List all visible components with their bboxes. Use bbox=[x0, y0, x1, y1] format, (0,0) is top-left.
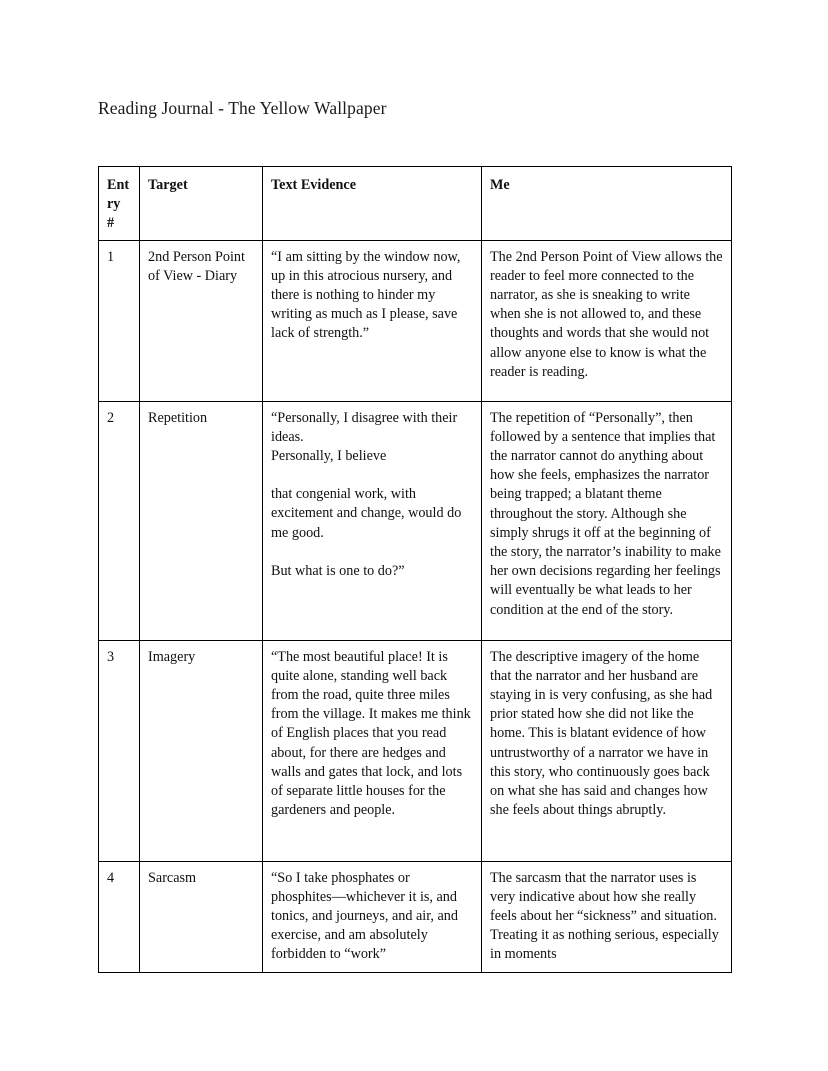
cell-target: 2nd Person Point of View - Diary bbox=[140, 240, 263, 401]
column-header-target: Target bbox=[140, 167, 263, 241]
column-header-me: Me bbox=[482, 167, 732, 241]
column-header-entry: Ent ry # bbox=[99, 167, 140, 241]
evidence-paragraph: that congenial work, with excitement and change, would do me good. bbox=[271, 486, 462, 541]
cell-target: Repetition bbox=[140, 401, 263, 640]
cell-text-evidence bbox=[263, 401, 482, 640]
cell-me: The descriptive imagery of the home that the narrator and her husband are staying in is very confusing, as she had prior stated how she did not like the home. This is blatant evidence of how untrustworthy of a narrator we have in this story, who continuously goes back on what she has said and changes how she feels about things abruptly. bbox=[482, 640, 732, 861]
table-row bbox=[99, 640, 732, 861]
cell-entry-number: 1 bbox=[99, 240, 140, 401]
cell-text-evidence bbox=[263, 640, 482, 861]
evidence-paragraph: “Personally, I disagree with their ideas. bbox=[271, 409, 458, 445]
cell-target: Sarcasm bbox=[140, 861, 263, 972]
evidence-paragraph: “The most beautiful place! It is quite alone, standing well back from the road, quite three miles from the village. It makes me think of English places that you read about, for there are hedges and walls and gates that lock, and lots of separate little houses for the gardeners and people. bbox=[271, 648, 471, 819]
cell-entry-number: 4 bbox=[99, 861, 140, 972]
cell-text-evidence bbox=[263, 240, 482, 401]
cell-text-evidence bbox=[263, 861, 482, 972]
evidence-paragraph: Personally, I believe bbox=[271, 448, 387, 465]
cell-entry-number: 2 bbox=[99, 401, 140, 640]
page-title: Reading Journal - The Yellow Wallpaper bbox=[98, 98, 387, 118]
table-row bbox=[99, 240, 732, 401]
table-row bbox=[99, 861, 732, 972]
cell-me: The 2nd Person Point of View allows the reader to feel more connected to the narrator, as she is sneaking to write when she is not allowed to, and these thoughts and words that she would not allow anyone else to know is what the reader is reading. bbox=[482, 240, 732, 401]
cell-entry-number: 3 bbox=[99, 640, 140, 861]
cell-me: The repetition of “Personally”, then followed by a sentence that implies that the narrator cannot do anything about how she feels, emphasizes the narrator being trapped; a blatant theme throughout the story. Although she simply shrugs it off at the beginning of the story, the narrator’s inability to make her own decisions regarding her feelings will eventually be what leads to her condition at the end of the story. bbox=[482, 401, 732, 640]
evidence-paragraph: But what is one to do?” bbox=[271, 562, 405, 579]
evidence-paragraph: “I am sitting by the window now, up in this atrocious nursery, and there is nothing to hinder my writing as much as I please, save lack of strength.” bbox=[271, 248, 461, 342]
reading-journal-table bbox=[98, 166, 732, 973]
cell-me: The sarcasm that the narrator uses is very indicative about how she really feels about her “sickness” and situation. Treating it as nothing serious, especially in moments bbox=[482, 861, 732, 972]
table-row bbox=[99, 401, 732, 640]
evidence-paragraph: “So I take phosphates or phosphites—whichever it is, and tonics, and journeys, and air, and exercise, and am absolutely forbidden to “work” bbox=[271, 869, 458, 963]
column-header-text-evidence: Text Evidence bbox=[263, 167, 482, 241]
cell-target: Imagery bbox=[140, 640, 263, 861]
table-header-row bbox=[99, 167, 732, 241]
